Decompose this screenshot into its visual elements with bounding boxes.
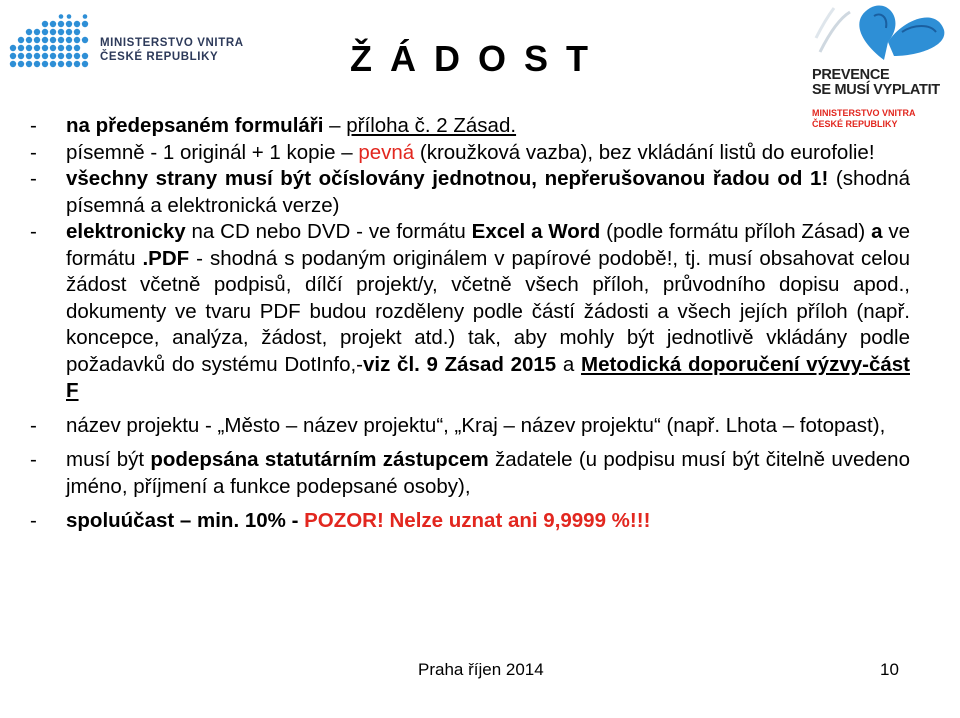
- item4-text-e: a: [871, 220, 883, 243]
- item4-text-d: (podle formátu příloh Zásad): [600, 220, 872, 243]
- item2-text3: bez vkládání listů do eurofolie!: [598, 140, 875, 164]
- item1-text: na předepsaném formuláři: [66, 114, 324, 137]
- prevence-ministry-line1: MINISTERSTVO VNITRA: [812, 108, 916, 118]
- item4-text-k: viz čl. 9 Zásad 2015: [363, 352, 557, 376]
- item6-text-a: musí být: [66, 448, 151, 471]
- prevence-line1: PREVENCE: [812, 67, 890, 83]
- item4-text-i: , tj. musí obsahovat celou žádost včetně podpisů, dílčí projekt/y, včetně všech příloh, průvodního dopisu apod.: [66, 246, 910, 296]
- item4-text-h: - shodná s podaným originálem v papírové podobě!: [189, 246, 673, 270]
- requirements-list: [30, 113, 910, 535]
- list-dash: -: [30, 167, 37, 190]
- item4-text-c: Excel a Word: [471, 220, 601, 243]
- list-item: [30, 447, 910, 500]
- item4-text-f: ve formátu: [66, 220, 910, 270]
- item4-text-a: elektronicky: [66, 220, 186, 243]
- list-item: [30, 508, 910, 535]
- item4-text-l: a: [556, 352, 582, 376]
- prevence-text: [812, 68, 940, 98]
- ministry-logo: [8, 14, 268, 74]
- list-dash: -: [30, 220, 37, 243]
- item4-text-g: .PDF: [142, 246, 190, 270]
- item2-text: písemně - 1 originál + 1 kopie –: [66, 140, 353, 164]
- list-item: [30, 413, 910, 440]
- item2-text2: (kroužková vazba),: [414, 140, 599, 164]
- ministry-logo-text: [100, 36, 244, 64]
- list-dash: -: [30, 140, 37, 164]
- item3-note: (shodná písemná a elektronická verze): [66, 167, 910, 217]
- page-number: 10: [880, 660, 899, 679]
- list-item: [30, 219, 910, 405]
- item4-text-b: na CD nebo DVD - ve formátu: [185, 220, 472, 243]
- item6-text-c: žadatele (u podpisu musí být čitelně uvedeno jméno, příjmení a funkce podepsané osoby),: [66, 448, 910, 498]
- list-dash: -: [30, 509, 37, 532]
- prevence-line2: SE MUSÍ VYPLATIT: [812, 82, 940, 98]
- list-dash: -: [30, 114, 37, 137]
- item4-link[interactable]: Metodická doporučení výzvy-část F: [66, 352, 910, 402]
- list-item: [30, 140, 910, 167]
- item2-highlight: pevná: [358, 140, 415, 164]
- butterfly-icon: [810, 2, 948, 66]
- item7-text: spoluúčast – min. 10% -: [66, 509, 305, 532]
- prevence-ministry-line2: ČESKÉ REPUBLIKY: [812, 119, 898, 129]
- ministry-logo-line1: MINISTERSTVO VNITRA: [100, 37, 244, 49]
- footer-date: Praha říjen 2014: [418, 660, 544, 679]
- list-dash: -: [30, 413, 37, 437]
- ministry-dots-icon: [8, 14, 92, 70]
- item4-text-j: , dokumenty ve tvaru PDF budou rozděleny podle částí žádosti a všech jejích příloh (např. koncepce, analýza, žádost, projekt atd.) tak, aby mohly být jednotlivě vkládány podle požadavků do systému DotInfo,-: [66, 273, 910, 376]
- item1-link[interactable]: příloha č. 2 Zásad.: [346, 114, 517, 137]
- list-item: [30, 166, 910, 219]
- list-dash: -: [30, 448, 37, 471]
- item1-separator: –: [323, 114, 347, 137]
- ministry-logo-line2: ČESKÉ REPUBLIKY: [100, 51, 219, 63]
- item6-text-b: podepsána statutárním zástupcem: [150, 448, 489, 471]
- page-title: Ž Á D O S T: [350, 38, 592, 79]
- list-item: [30, 113, 910, 140]
- item7-warning: POZOR! Nelze uznat ani 9,9999 %!!!: [304, 509, 651, 532]
- item5-text: název projektu - „Město – název projektu“, „Kraj – název projektu“ (např. Lhota – fotopast),: [66, 413, 886, 437]
- item3-text: všechny strany musí být očíslovány jednotnou, nepřerušovanou řadou od 1!: [66, 167, 829, 190]
